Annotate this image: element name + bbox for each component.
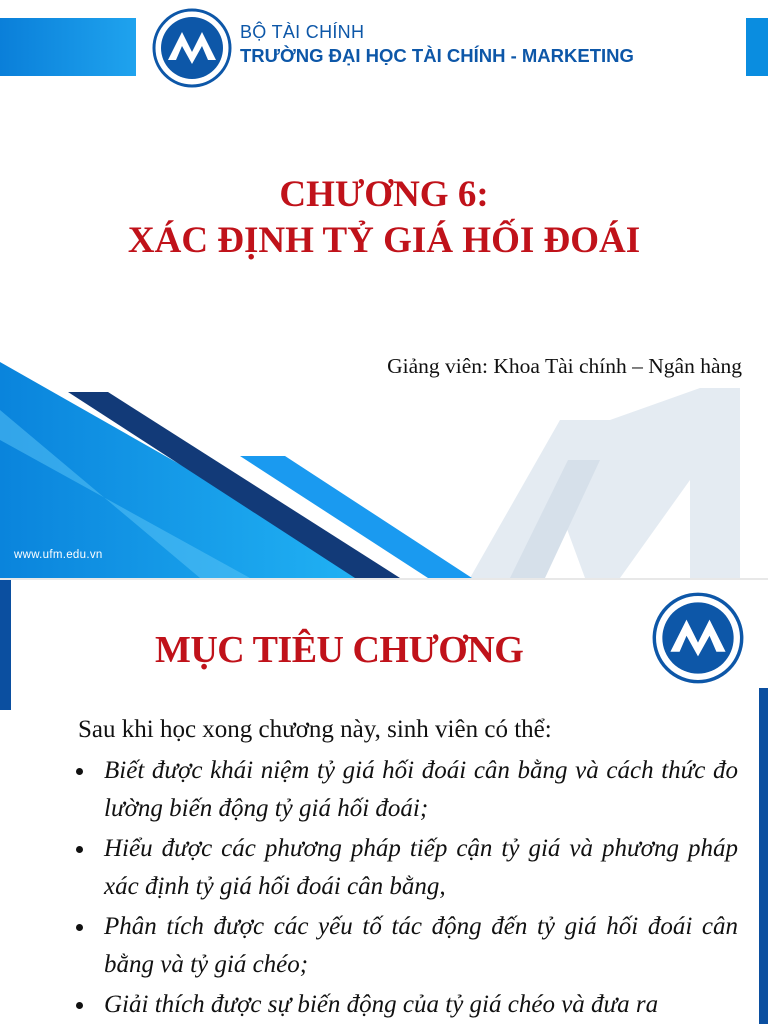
- bullet-dot-icon: [76, 1002, 83, 1009]
- left-accent-strip: [0, 580, 11, 710]
- university-name: TRƯỜNG ĐẠI HỌC TÀI CHÍNH - MARKETING: [240, 45, 634, 66]
- university-logo-icon: [152, 8, 232, 88]
- list-item: [74, 830, 738, 906]
- objectives-list: [74, 752, 738, 1024]
- objectives-intro: Sau khi học xong chương này, sinh viên có thể:: [78, 716, 552, 743]
- right-accent-strip: [759, 688, 768, 1024]
- bullet-dot-icon: [76, 768, 83, 775]
- header-accent-bar-left: [0, 18, 136, 76]
- ministry-name: BỘ TÀI CHÍNH: [240, 22, 365, 42]
- list-item: [74, 752, 738, 828]
- list-item: [74, 908, 738, 984]
- chapter-number: CHƯƠNG 6:: [279, 174, 489, 215]
- bullet-dot-icon: [76, 924, 83, 931]
- objectives-slide: [0, 578, 768, 1024]
- bullet-dot-icon: [76, 846, 83, 853]
- objectives-title: MỤC TIÊU CHƯƠNG: [155, 629, 524, 671]
- bullet-text: Biết được khái niệm tỷ giá hối đoái cân bằng và cách thức đo lường biến động tỷ giá hối đoái;: [104, 757, 738, 822]
- header-accent-bar-right: [746, 18, 768, 76]
- decorative-banner: [0, 350, 768, 578]
- chapter-title: XÁC ĐỊNH TỶ GIÁ HỐI ĐOÁI: [127, 220, 641, 261]
- lecturer-line: Giảng viên: Khoa Tài chính – Ngân hàng: [387, 354, 742, 378]
- header-text: [240, 22, 634, 67]
- website-url: www.ufm.edu.vn: [14, 549, 103, 561]
- bullet-text: Phân tích được các yếu tố tác động đến tỷ giá hối đoái cân bằng và tỷ giá chéo;: [104, 913, 738, 978]
- list-item: [74, 986, 738, 1024]
- bullet-text: Giải thích được sự biến động của tỷ giá chéo và đưa ra: [104, 991, 659, 1018]
- university-logo-icon: [652, 592, 744, 684]
- bullet-text: Hiểu được các phương pháp tiếp cận tỷ giá và phương pháp xác định tỷ giá hối đoái cân bằng,: [104, 835, 738, 900]
